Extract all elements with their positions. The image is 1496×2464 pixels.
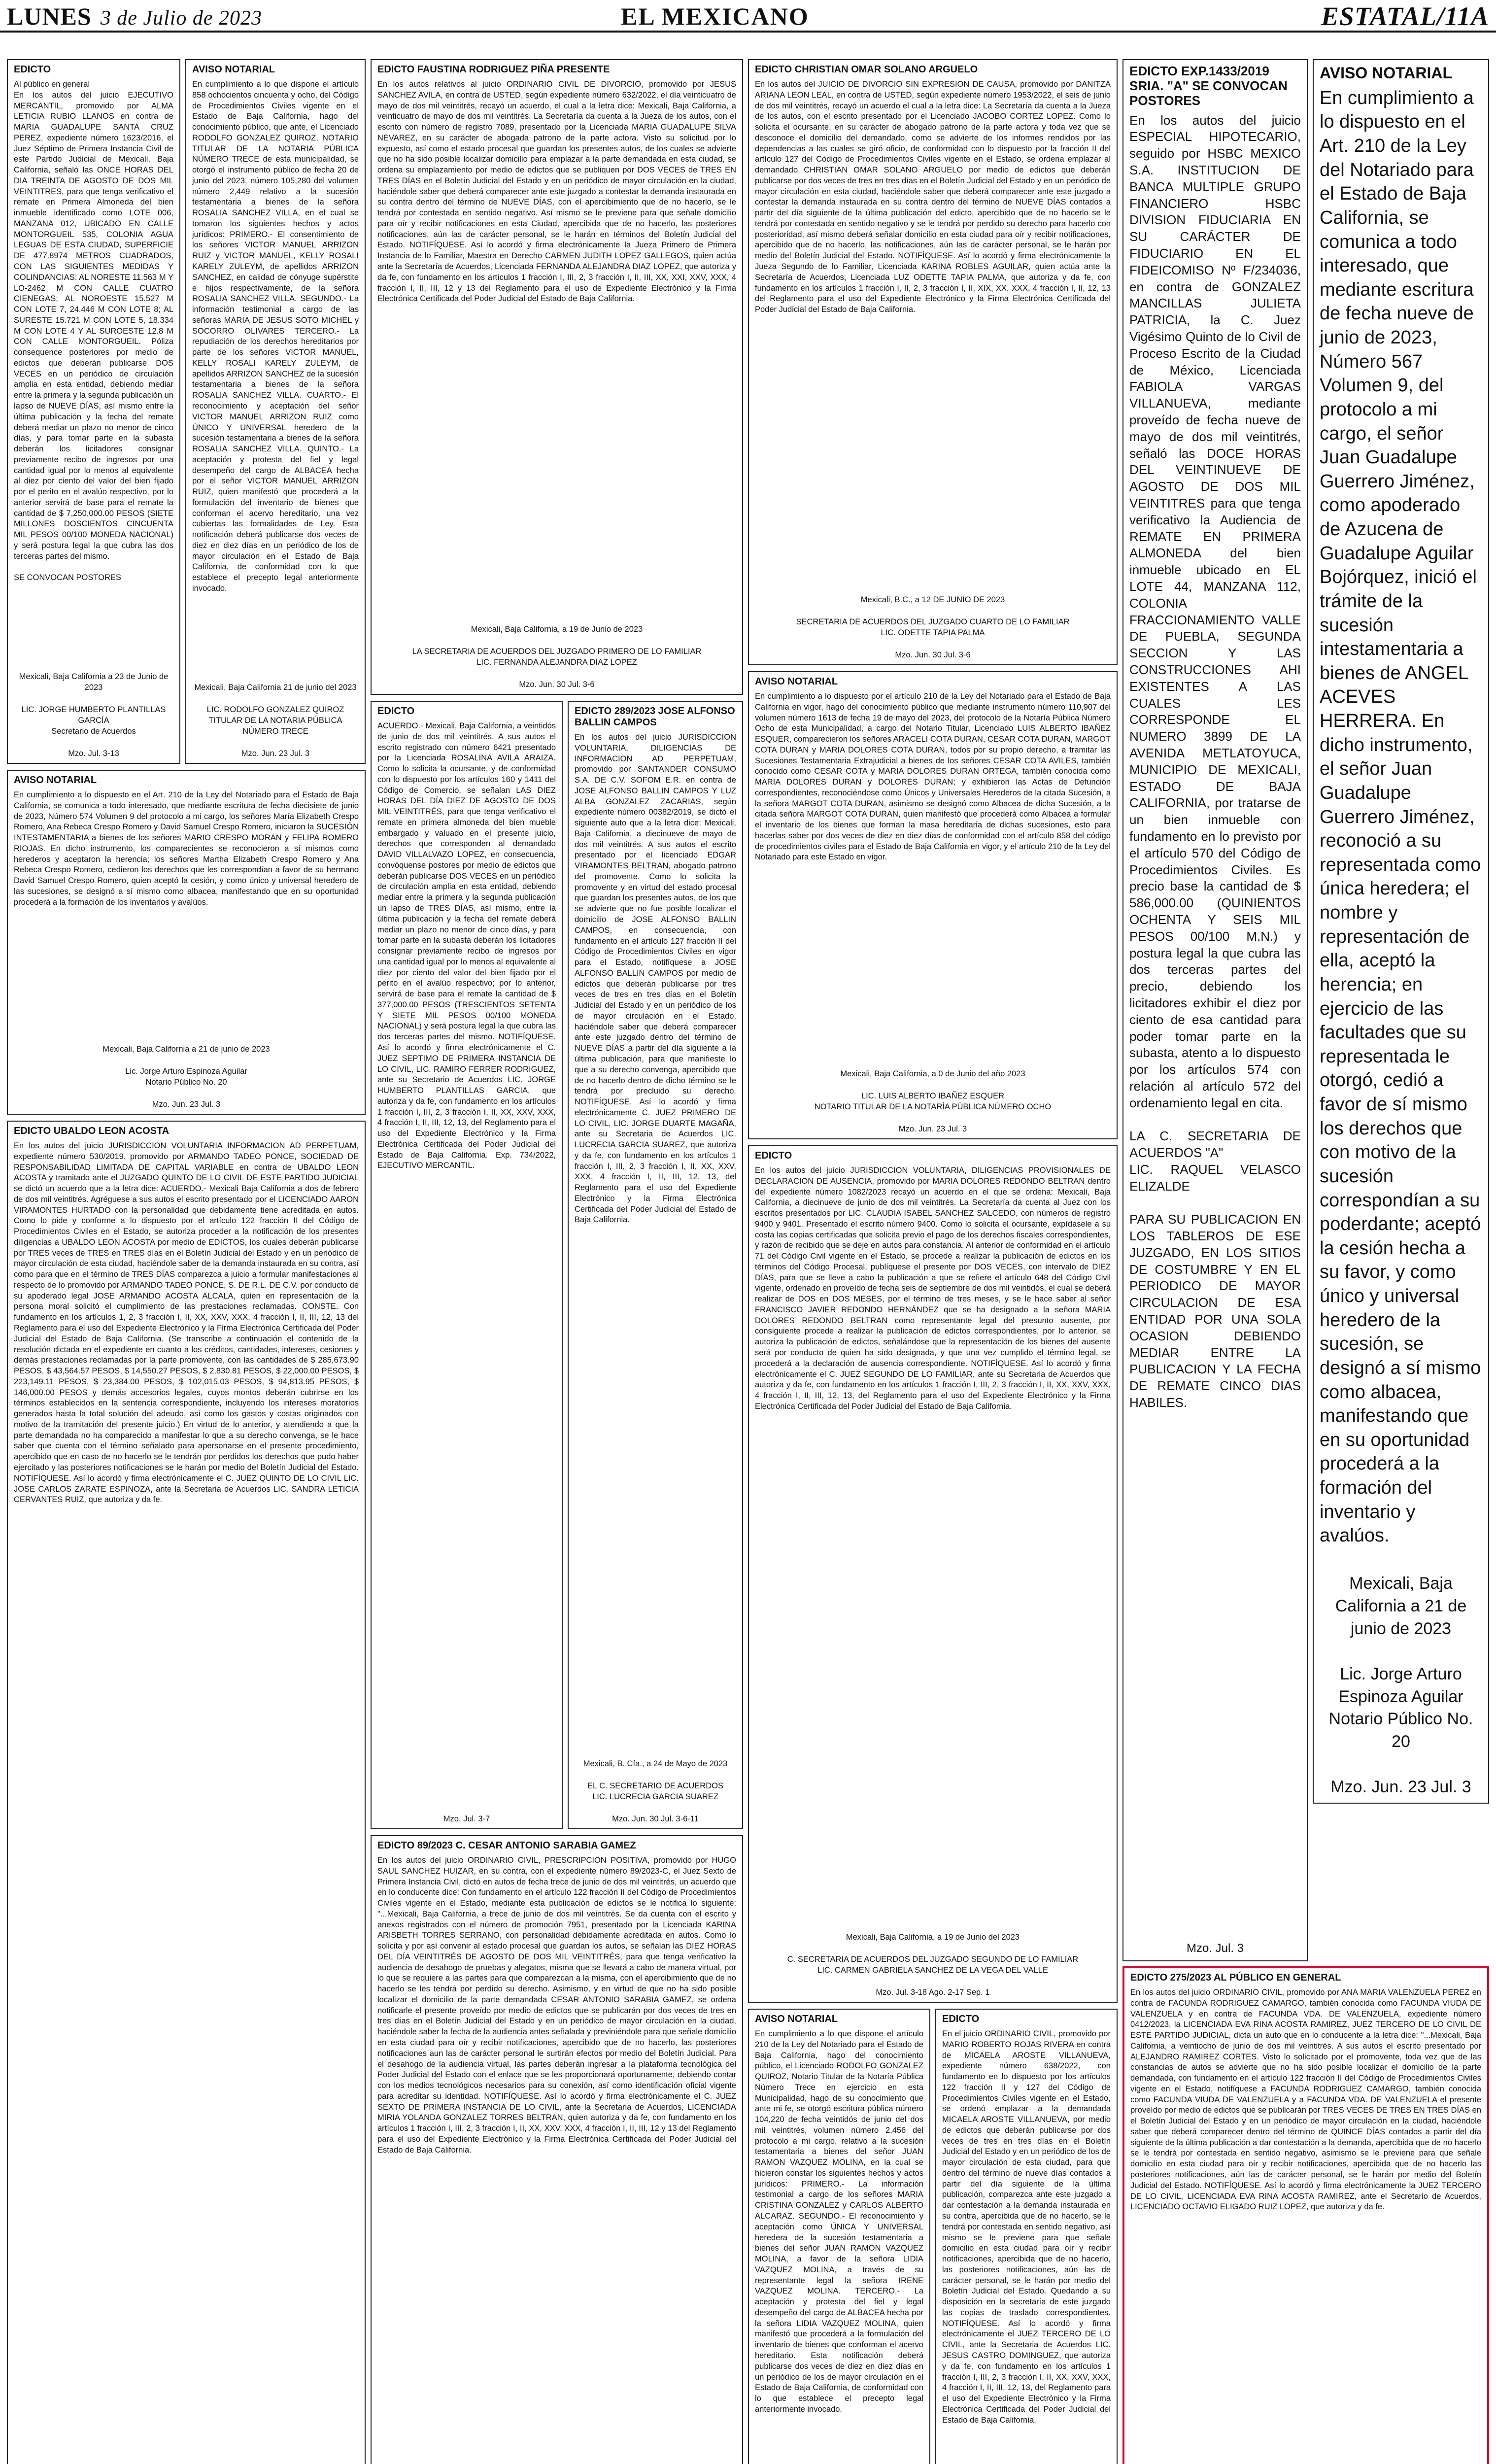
notice-signature: Mzo. Jul. 3 bbox=[1129, 1941, 1301, 1956]
notice-aviso-notarial-vazquez-molina bbox=[748, 2009, 930, 2464]
notice-edicto-declaracion-ausencia bbox=[748, 1145, 1118, 2003]
notice-signature: Mexicali, Baja California 21 de junio del 2023 LIC. RODOLFO GONZALEZ QUIROZ TITULAR DE LA NOTARIA PÚBLICA NÚMERO TRECE Mzo. Jun. 23 Jul. 3 bbox=[192, 682, 359, 759]
notice-body: En los autos del juicio JURISDICCION VOLUNTARIA, DILIGENCIAS PROVISIONALES DE DECLARACION DE AUSENCIA, promovido por MARIA DOLORES REDONDO BELTRAN dentro del expediente número 1082/2023 recayó un acuerdo en el que se ordena: Mexicali, Baja California, a diecinueve de junio de dos mil veintitrés. La Secretaría da cuenta al Juez con los escritos presentados por LIC. CLAUDIA ISABEL SANCHEZ SALCEDO, con números de registro 9400 y 9401. Presentado el escrito número 9400. Como lo solicita el ocursante, expídasele a su costa las copias certificadas que solicita previo el pago de los derechos fiscales correspondientes, y razón de recibido que se deje en autos para constancia. Al anterior de conformidad en el artículo 71 del Código Civil vigente en el Estado, se procede a realizar la publicación de edictos en los términos del Código Procesal, publíquese el presente por DOS VECES, con intervalo de DIEZ DÍAS, para que se lleve a cabo la publicación a que se refiere el artículo 648 del Código Civil vigente, ordenado en proveído de fecha seis de septiembre de dos mil veintidós, el cual se deberá realizar de DOS en DOS MESES, por el término de tres meses, y se le hace saber al señor FRANCISCO JAVIER REDONDO HERNÁNDEZ que se ha designado a la señora MARIA DOLORES REDONDO BELTRAN como representante legal del presunto ausente, por consiguiente procede a realizar la publicación de edictos correspondientes, por lo anterior, se autoriza la publicación de edictos, señalándose que la representación de los bienes del ausente será por conducto de quien ha sido designada, y que una vez cumplido el término legal, se procederá a la declaración de ausencia correspondiente. NOTIFÍQUESE. Así lo acordó y firma electrónicamente el C. JUEZ SEGUNDO DE LO FAMILIAR, ante su Secretaria de Acuerdos que autoriza y da fe, con fundamento en los artículos 1 fracción I, III, 2, 3 fracción I, II, XX, XXV, XXX, 4 fracción I, II, III, 12, 13, del Reglamento para el uso del Expediente Electrónico y la Firma Electrónica Certificada del Poder Judicial del Estado de Baja California. bbox=[755, 1166, 1111, 1411]
notice-body: En cumplimiento a lo que dispone el artículo 858 ochocientos cincuenta y ocho, del Código de Procedimientos Civiles vigente en el Estado de Baja California, hago del conocimiento público, que ante, el Licenciado RODOLFO GONZALEZ QUIROZ, NOTARIO TITULAR DE LA NOTARIA PÚBLICA NÚMERO TRECE de esta municipalidad, se otorgó el instrumento público de fecha 20 de junio del 2023, número 105,280 del volumen número 2,449 relativo a la sucesión testamentaria a bienes de la señora ROSALIA SANCHEZ VILLA, en el cual se tomaron los siguientes hechos y actos jurídicos: PRIMERO.- El consentimiento de los señores VICTOR MANUEL ARRIZON RUIZ y VICTOR MANUEL, KELLY ROSALI KARELY ZULEYM, de apellidos ARRIZON SANCHEZ, en calidad de cónyuge supérstite e hijos respectivamente, de la señora ROSALIA SANCHEZ VILLA. SEGUNDO.- La información testimonial a cargo de las señoras MARIA DE JESUS SOTO MICHEL y SOCORRO OLIVARES TERCERO.- La repudiación de los derechos hereditarios por parte de los señores VICTOR MANUEL, KELLY ROSALI KARELY ZULEYM, de apellidos ARRIZON SANCHEZ de la sucesión testamentaria a bienes de la señora ROSALIA SANCHEZ VILLA. CUARTO.- El reconocimiento y aceptación del señor VICTOR MANUEL ARRIZON RUIZ como ÚNICO Y UNIVERSAL heredero de la sucesión testamentaria a bienes de la señora ROSALIA SANCHEZ VILLA. QUINTO.- La aceptación y protesta del fiel y legal desempeño del cargo de ALBACEA hecha por el señor VICTOR MANUEL ARRIZON RUIZ, quien manifestó que procederá a la formulación del inventario de bienes que conforman el acervo hereditario, una vez cubiertas las formalidades de Ley. Esta notificación deberá publicarse dos veces de diez en diez días en un periódico de los de mayor circulación en el Estado de Baja California, de conformidad con lo que establece el precepto legal anteriormente invocado. bbox=[192, 80, 359, 593]
notice-edicto-ballin-campos bbox=[568, 701, 743, 1829]
notice-edicto-valenzuela-highlighted bbox=[1122, 1966, 1489, 2464]
notice-signature: Mexicali, B. Cfa., a 24 de Mayo de 2023 EL C. SECRETARIO DE ACUERDOS LIC. LUCRECIA GARCIA SUAREZ Mzo. Jun. 30 Jul. 3-6-11 bbox=[575, 1758, 736, 1824]
notice-heading: EDICTO FAUSTINA RODRIGUEZ PIÑA PRESENTE bbox=[377, 64, 610, 75]
notice-signature: Mexicali, Baja California, a 19 de Junio del 2023 C. SECRETARIA DE ACUERDOS DEL JUZGADO SEGUNDO DE LO FAMILIAR LIC. CARMEN GABRIELA SANCHEZ DE LA VEGA DEL VALLE Mzo. Jul. 3-18 Ago. 2-17 Sep. 1 bbox=[755, 1932, 1111, 1998]
notice-signature: Mexicali, B.C., a 12 DE JUNIO DE 2023 SECRETARIA DE ACUERDOS DEL JUZGADO CUARTO DE LO FAMILIAR LIC. ODETTE TAPIA PALMA Mzo. Jun. 30 Jul. 3-6 bbox=[755, 594, 1111, 660]
notice-heading: EDICTO bbox=[14, 64, 51, 75]
notice-edicto-villalvazo-remate bbox=[371, 701, 563, 1829]
notice-heading: AVISO NOTARIAL bbox=[755, 676, 838, 687]
masthead bbox=[0, 0, 1496, 33]
notice-body: En cumplimiento a lo dispuesto por el artículo 210 de la Ley del Notariado para el Estado de Baja California en vigor, hago del conocimiento público que mediante instrumento número 110,907 del volumen número 1613 de fecha 19 de mayo del 2023, del protocolo de la Notaría Pública Número Ocho de esta Municipalidad, a cargo del Notario Titular, Licenciado LUIS ALBERTO IBAÑEZ ESQUER, comparecieron los señores ARACELI COTA DURAN, CESAR COTA DURAN, MARGOT COTA DURAN y MARIA DOLORES COTA DURAN, todos por su propio derecho, a tramitar las Sucesiones Testamentaria Extrajudicial a bienes de los señores CESAR COTA AVILES, también conocido como CESAR COTA y MARIA DOLORES DURAN ORTEGA, también conocida como MARIA DOLORES DURAN y DOLORES DURAN; y exhibieron las Actas de Defunción correspondientes, reconociéndose como Únicos y Universales Herederos de la citada Sucesión, a la señora MARGOT COTA DURAN, asimismo se designó como Albacea de dicha Sucesión, a la citada señora MARGOT COTA DURAN, quien manifestó que procederá como Albacea a formular el inventario de los bienes que forman la masa hereditaria de dichas sucesiones, esto para hacerlas saber por dos veces de diez en diez días de conformidad con el artículo 858 del código de procedimientos civiles para el Estado de Baja California en vigor, y el artículo 210 de la Ley del Notariado para este Estado en vigor. bbox=[755, 692, 1111, 862]
masthead-day: LUNES bbox=[7, 2, 92, 30]
notice-body: En los autos del juicio JURISDICCION VOLUNTARIA, DILIGENCIAS DE INFORMACION AD PERPETUAM, promovido por SANTANDER CONSUMO S.A. DE C.V. SOFOM E.R. en contra de JOSE ALFONSO BALLIN CAMPOS Y LUZ ALBA GONZALEZ ZACARIAS, según expediente número 00382/2019, se dictó el siguiente auto que a la letra dice: Mexicali, Baja California, a diecinueve de mayo de dos mil veintitrés. A sus autos el escrito presentado por el licenciado EDGAR VIRAMONTES BELTRAN, abogado patrono del promovente. Como lo solicita la promovente y en virtud del estado procesal que guardan los presentes autos, de los que se advierte que no fue posible localizar el domicilio de JOSE ALFONSO BALLIN CAMPOS, en consecuencia, con fundamento en el artículo 127 fracción II del Código de Procedimientos Civiles en vigor para el Estado, notifíquese a JOSE ALFONSO BALLIN CAMPOS por medio de edictos que deberán publicarse por tres veces de tres en tres días en el Boletín Judicial del Estado y en un periódico de los de mayor circulación en el Estado, haciéndole saber que deberá comparecer ante este juzgado dentro del término de NUEVE DÍAS a partir del día siguiente a la última publicación, para que manifieste lo que a su derecho convenga, apercibido que de no hacerlo dentro de dicho término se le tendrá por precluido su derecho. NOTIFÍQUESE. Así lo acordó y firma electrónicamente C. JUEZ PRIMERO DE LO CIVIL, LIC. JORGE DUARTE MAGAÑA, ante su Secretaria de Acuerdos LIC. LUCRECIA GARCIA SUAREZ, que autoriza y da fe, con fundamento en los artículos 1 fracción I, III, 2, 3 fracción I, II, XX, XXV, XXX, 4 fracción I, II, III, 12, 13, del Reglamento para el uso del Expediente Electrónico y la Firma Electrónica Certificada del Poder Judicial del Estado de Baja California. bbox=[575, 733, 736, 1225]
notice-heading: EDICTO CHRISTIAN OMAR SOLANO ARGUELO bbox=[755, 64, 978, 75]
notice-aviso-notarial-crespo bbox=[7, 770, 366, 1115]
masthead-date: 3 de Julio de 2023 bbox=[100, 7, 262, 30]
notice-signature: Mzo. Jul. 3-7 bbox=[377, 1814, 556, 1824]
notice-signature: Mexicali, Baja California, a 19 de Junio de 2023 LA SECRETARIA DE ACUERDOS DEL JUZGADO PRIMERO DE LO FAMILIAR LIC. FERNANDA ALEJANDRA DIAZ LOPEZ Mzo. Jun. 30 Jul. 3-6 bbox=[377, 624, 736, 690]
notice-aviso-notarial-sanchez-villa bbox=[185, 59, 366, 764]
notice-signature: Mexicali, Baja California, a 0 de Junio del año 2023 LIC. LUIS ALBERTO IBAÑEZ ESQUER NOTARIO TITULAR DE LA NOTARÍA PÚBLICA NÚMERO OCHO Mzo. Jun. 23 Jul. 3 bbox=[755, 1068, 1111, 1134]
masthead-section-name: ESTATAL bbox=[1321, 1, 1437, 31]
notice-edicto-remate-rubio bbox=[7, 59, 180, 764]
notice-edicto-sarabia-gamez bbox=[371, 1835, 743, 2464]
notice-heading: AVISO NOTARIAL bbox=[1320, 64, 1453, 82]
notice-heading: EDICTO UBALDO LEON ACOSTA bbox=[14, 1126, 170, 1136]
notice-aviso-notarial-cota-duran bbox=[748, 671, 1118, 1139]
masthead-section: ESTATAL/11A bbox=[1321, 1, 1489, 31]
notice-edicto-rodriguez-pina bbox=[371, 59, 743, 695]
notice-body: En los autos del JUICIO DE DIVORCIO SIN EXPRESION DE CAUSA, promovido por DANITZA ARIANA LEON LEAL, en contra de USTED, según expediente número 1953/2022, el seis de junio de dos mil veintitrés, recayó un acuerdo el cual a la letra dice: La Secretaría da cuenta a la Jueza de los autos, con el escrito presentado por el Licenciado JACOBO CORTEZ LOPEZ. Como lo solicita el ocursante, en su carácter de abogado patrono de la parte actora y toda vez que se desconoce el domicilio del demandado, como se advierte de los informes rendidos por las dependencias a las cuales se giró oficio, de conformidad con lo dispuesto por la fracción II del artículo 127 del Código de Procedimientos Civiles vigente en el Estado, se ordena emplazar al demandado CHRISTIAN OMAR SOLANO ARGUELO por medio de edictos que deberán publicarse por dos veces de tres en tres días en el Boletín Judicial del Estado y en un periódico de mayor circulación en esta ciudad, haciéndole saber que deberá comparecer ante este juzgado a contestar la demanda instaurada en su contra dentro del término de NUEVE DÍAS contados a partir del día siguiente de la última publicación del edicto, apercibido que de no hacerlo se le tendrá por contestada en sentido negativo y se le tendrá por perdido su derecho para hacerlo con posterioridad, así mismo deberá señalar domicilio en esta ciudad para oír y recibir notificaciones, apercibido que de no hacerlo, las notificaciones, aún las de carácter personal, se le harán por medio del Boletín Judicial del Estado. NOTIFÍQUESE. Así lo acordó y firma electrónicamente la Jueza Segundo de lo Familiar, Licenciada KARINA ROBLES AGUILAR, quien actúa ante la Secretaría de Acuerdos, Licenciada LUZ ODETTE TAPIA PALMA, que autoriza y da fe, con fundamento en los artículos 1 fracción I, II, 2, 3 fracción I, II, XIX, XX, XXX, 4 fracción I, II, 12, 13 del Reglamento para el uso del Expediente Electrónico y la Firma Electrónica Certificada del Poder Judicial del Estado de Baja California. bbox=[755, 80, 1111, 314]
notice-body: En el juicio ORDINARIO CIVIL, promovido por MARIO ROBERTO ROJAS RIVERA en contra de MICAELA AROSTE VILLANUEVA, expediente número 638/2022, con fundamento en lo dispuesto por los artículos 122 fracción II y 127 del Código de Procedimientos Civiles vigente en el Estado, se ordenó emplazar a la demandada MICAELA AROSTE VILLANUEVA, por medio de edictos que deberán publicarse por dos veces de tres en tres días en el Boletín Judicial del Estado y en un periódico de los de mayor circulación de esta ciudad, para que dentro del término de nueve días contados a partir del día siguiente de la última publicación, comparezca ante este juzgado a dar contestación a la demanda instaurada en su contra, apercibida que de no hacerlo, se le tendrá por contestada en sentido negativo, así mismo se le previene para que señale domicilio en esta ciudad para oír y recibir notificaciones, apercibida que de no hacerlo, las posteriores notificaciones, aún las de carácter personal, se le harán por medio del Boletín Judicial del Estado. Quedando a su disposición en la secretaría de este juzgado las copias de traslado correspondientes. NOTIFÍQUESE. Así lo acordó y firma electrónicamente el JUEZ TERCERO DE LO CIVIL, ante la Secretaria de Acuerdos LIC. JESUS CASTRO DOMINGUEZ, que autoriza y da fe, con fundamento en los artículos 1 fracción I, III, 2, 3 fracción I, II, XX, XXV, XXX, 4 fracción I, II, III, 12, 13, del Reglamento para el uso del Expediente Electrónico y la Firma Electrónica Certificada del Poder Judicial del Estado de Baja California. bbox=[942, 2029, 1111, 2425]
notice-heading: AVISO NOTARIAL bbox=[14, 775, 97, 786]
notice-edicto-leon-acosta bbox=[7, 1121, 366, 2464]
notice-signature: Mexicali, Baja California a 23 de Junio de 2023 LIC. JORGE HUMBERTO PLANTILLAS GARCÍA Secretario de Acuerdos Mzo. Jul. 3-13 bbox=[14, 671, 173, 759]
notice-signature: Mexicali, Baja California a 21 de junio de 2023 Lic. Jorge Arturo Espinoza Aguilar Notario Público No. 20 Mzo. Jun. 23 Jul. 3 bbox=[1320, 1573, 1482, 1799]
notice-heading: AVISO NOTARIAL bbox=[755, 2014, 838, 2024]
masthead-paper-name: EL MEXICANO bbox=[621, 2, 809, 30]
notice-body: En cumplimiento a lo que dispone el artículo 210 de la Ley del Notariado para el Estado de Baja California, hago del conocimiento público, el Licenciado RODOLFO GONZALEZ QUIROZ, Notario Titular de la Notaría Pública Número Trece en ejercicio en esta Municipalidad, hago de su conocimiento que ante mi fe, se otorgó escritura pública número 104,220 de fecha veintidós de junio del dos mil veintitrés, volumen número 2,456 del protocolo a mi cargo, relativo a la sucesión testamentaria a bienes del señor JUAN RAMON VAZQUEZ MOLINA, en la cual se hicieron constar los siguientes hechos y actos jurídicos: PRIMERO.- La información testimonial a cargo de los señores MARIA CRISTINA GONZALEZ y CARLOS ALBERTO ALCARAZ. SEGUNDO.- El reconocimiento y aceptación como ÚNICA Y UNIVERSAL heredera de la sucesión testamentaria a bienes del señor JUAN RAMON VAZQUEZ MOLINA, a favor de la señora LIDIA VAZQUEZ MOLINA, a través de su representante legal la señora IRENE VAZQUEZ MOLINA. TERCERO.- La aceptación y protesta del fiel y legal desempeño del cargo de ALBACEA hecha por la señora LIDIA VAZQUEZ MOLINA, quien manifestó que procederá a la formulación del inventario de bienes que conforman el acervo hereditario. Esta notificación deberá publicarse dos veces de diez en diez días en un periódico de los de mayor circulación en el Estado de Baja California, de conformidad con lo que establece el precepto legal anteriormente invocado. bbox=[755, 2029, 923, 2414]
notice-body: En cumplimiento a lo dispuesto en el Art. 210 de la Ley del Notariado para el Estado de Baja California, se comunica a todo interesado, que mediante escritura de fecha diecisiete de junio de 2023, Número 574 Volumen 9 del protocolo a mi cargo, los señores María Elizabeth Crespo Romero, Ana Rebeca Crespo Romero y David Samuel Crespo Romero, iniciaron la SUCESIÓN INTESTAMENTARIA a bienes de los señores MARIO CRESPO MORAN y FELIPA ROMERO RIOJAS. En dicho instrumento, los comparecientes se reconocieron a sí mismos como herederos y aceptaron la herencia; los señores Martha Elizabeth Crespo Romero y Ana Rebeca Crespo Romero, cedieron los derechos que les correspondían a favor de su hermano David Samuel Crespo Romero, quien aceptó la cesión, y como único y universal heredero de las sucesiones, se designó a sí mismo como albacea, manifestando que en su oportunidad procederá a la formación de los inventarios y avalúos. bbox=[14, 790, 359, 907]
notice-edicto-solano-arguelo bbox=[748, 59, 1118, 665]
notice-signature: Mexicali, Baja California a 21 de junio de 2023 Lic. Jorge Arturo Espinoza Aguilar Notario Público No. 20 Mzo. Jun. 23 Jul. 3 bbox=[14, 1044, 359, 1110]
notice-aviso-notarial-aceves bbox=[1313, 59, 1489, 1804]
notice-body: En los autos del juicio JURISDICCION VOLUNTARIA INFORMACION AD PERPETUAM, expediente número 530/2019, promovido por ARMANDO TADEO PONCE, SOCIEDAD DE RESPONSABILIDAD LIMITADA DE CAPITAL VARIABLE en contra de UBALDO LEON ACOSTA y tramitado ante el JUZGADO QUINTO DE LO CIVIL DE ESTE PARTIDO JUDICIAL se dictó un acuerdo que a la letra dice: ACUERDO.- Mexicali Baja California a dos de febrero de dos mil veintitrés. Agréguese a sus autos el escrito presentado por el LICENCIADO AARON VIRAMONTES HURTADO con la personalidad que debidamente tiene acreditada en autos. Como lo pide y conforme a lo dispuesto por el artículo 122 fracción II del Código de Procedimientos Civiles en el Estado, se autoriza proceder a la notificación de los presentes diligencias a UBALDO LEON ACOSTA por medio de EDICTOS, los cuales deberán publicarse por TRES veces de TRES en TRES días en el Boletín Judicial del Estado y en un periódico de mayor circulación de esta ciudad, haciéndole saber de la demanda instaurada en su contra, así como para que en el término de TRES DÍAS comparezca a juicio a formular manifestaciones al respecto de lo promovido por ARMANDO TADEO PONCE, S. DE R.L. DE C.V. por conducto de su apoderado legal JOSE ARMANDO ACOSTA ALCALA, quien en representación de la persona moral solicitó el cumplimiento de las prestaciones reclamadas. CONSTE. Con fundamento en los artículos 1, 2, 3 fracción I, II, XX, XXV, XXX, 4 fracción I, II, III, 12, 13 del Reglamento para el uso del Expediente Electrónico y la Firma Electrónica Certificada del Poder Judicial del Estado de Baja California. (Se transcribe a continuación el contenido de la resolución dictada en el expediente en cuanto a los créditos, cantidades, intereses, cesiones y demás prestaciones reclamadas por la parte promovente, con las cantidades de $ 285,673.90 PESOS, $ 43,564.57 PESOS, $ 14,550.27 PESOS, $ 2,830.81 PESOS, $ 22,000.00 PESOS, $ 223,149.11 PESOS, $ 23,384.00 PESOS, $ 102,015.03 PESOS, $ 94,813.95 PESOS, $ 146,000.00 PESOS y demás accesorios legales, cuyos montos deberán cubrirse en los términos establecidos en la sentencia correspondiente, incluyendo los intereses moratorios generados hasta la total solución del adeudo, así como los gastos y costas originados con motivo de la tramitación del presente juicio.) En virtud de lo anterior, y atendiendo a que la parte demandada no ha comparecido a manifestar lo que a su derecho convenga, se le hace saber que cuenta con el término señalado para apersonarse en el presente procedimiento, apercibido que en caso de no hacerlo se le tendrán por perdidos los derechos que pudo haber ejercitado y las posteriores notificaciones se le harán por medio del Boletín Judicial del Estado. NOTIFÍQUESE. Así lo acordó y firma electrónicamente el C. JUEZ QUINTO DE LO CIVIL LIC. JOSE CARLOS ZARATE ESPINOZA, ante la Secretaria de Acuerdos LIC. SANDRA LETICIA CERVANTES RUIZ, que autoriza y da fe. bbox=[14, 1141, 359, 1505]
notice-body: En los autos del juicio ORDINARIO CIVIL, PRESCRIPCION POSITIVA, promovido por HUGO SAUL SANCHEZ HUIZAR, en su contra, con el expediente número 89/2023-C, el Juez Sexto de Primera Instancia Civil, dictó en autos de fecha trece de junio de dos mil veintitrés, un acuerdo que en lo conducente dice: Con fundamento en el artículo 122 fracción II del Código de Procedimientos Civiles vigente en el Estado, mediante esta publicación de edictos se le notifica lo siguiente: "...Mexicali, Baja California, a trece de junio de dos mil veintitrés. Se da cuenta con el escrito y anexos registrados con el número de promoción 7951, presentado por la Licenciada KARINA ARISBETH TORRES SERRANO, con personalidad debidamente acreditada en autos. Como lo solicita y por así convenir al estado procesal que guardan los autos, se señalan las DIEZ HORAS DEL DÍA VEINTITRÉS DE AGOSTO DE DOS MIL VEINTITRÉS, para que tenga verificativo la audiencia de desahogo de pruebas y alegatos, misma que se llevará a cabo de manera virtual, por lo que se requiere a las partes para que comparezcan a la misma, con el apercibimiento que de no hacerlo se les tendrá por perdido su derecho. Asimismo, y en virtud de que no ha sido posible localizar el domicilio de la parte demandada CESAR ANTONIO SARABIA GAMEZ, se ordena notificarle el presente proveído por medio de edictos que se publicarán por dos veces de tres en tres días en el Boletín Judicial del Estado y en un periódico de mayor circulación en la ciudad, haciéndole saber la fecha de la audiencia antes señalada y previniéndole para que señale domicilio en esta ciudad para oír y recibir notificaciones, apercibido que de no hacerlo, las posteriores notificaciones aun las de carácter personal le surtirán efectos por medio del Boletín Judicial. Para el desahogo de la audiencia virtual, las partes deberán ingresar a la plataforma tecnológica del Poder Judicial del Estado con el enlace que se les proporcionará oportunamente, debiendo contar con los medios tecnológicos necesarios para su conexión, así como identificación oficial vigente para acreditar su identidad. NOTIFÍQUESE. Así lo acordó y firma electrónicamente el C. JUEZ SEXTO DE PRIMERA INSTANCIA DE LO CIVIL, ante la Secretaria de Acuerdos, LICENCIADA MIRIA YOLANDA GONZALEZ TORRES BELTRAN, quien autoriza y da fe, con fundamento en los artículos 1 fracción I, III, 2, 3 fracción I, II, XX, XXV, XXX, 4 fracción I, II, III, 12 y 13 del Reglamento para el uso del Expediente Electrónico y la Firma Electrónica Certificada del Poder Judicial del Estado de Baja California. bbox=[377, 1856, 736, 2155]
notice-body: ACUERDO.- Mexicali, Baja California, a veintidós de junio de dos mil veintitrés. A sus autos el escrito registrado con número 6421 presentado por la Licenciada ROSALINA AVILA ARAIZA. Como lo solicita la ocursante, y de conformidad con lo dispuesto por los artículos 160 y 1411 del Código de Comercio, se señalan LAS DIEZ HORAS DEL DÍA DIEZ DE AGOSTO DE DOS MIL VEINTITRÉS, para que tenga verificativo el remate en primera almoneda del bien mueble embargado y valuado en el presente juicio, derechos que corresponden al demandado DAVID VILLALVAZO LOPEZ, en consecuencia, convóquense postores por medio de edictos que deberán publicarse DOS VECES en un periódico de circulación amplia en esta entidad, debiendo mediar entre la primera y la segunda publicación un lapso de TRES DÍAS, así mismo, entre la última publicación y la fecha del remate deberá mediar un plazo no menor de cinco días, y para tomar parte en la subasta deberán los licitadores consignar previamente recibo de ingresos por una cantidad igual por lo menos al equivalente al diez por ciento del valor del bien fijado por el perito en el avalúo respectivo; por lo anterior, servirá de base para el remate la cantidad de $ 377,000.00 PESOS (TRESCIENTOS SETENTA Y SIETE MIL PESOS 00/100 MONEDA NACIONAL) y será postura legal la que cubra las dos terceras partes del mismo. NOTIFÍQUESE. Así lo acordó y firma electrónicamente el C. JUEZ SEPTIMO DE PRIMERA INSTANCIA DE LO CIVIL, LIC. RAMIRO FERRER RODRIGUEZ, ante su Secretario de Acuerdos LIC. JORGE HUMBERTO PLANTILLAS GARCIA, que autoriza y da fe, con fundamento en los artículos 1 fracción I, III, 2, 3 fracción I, II, XX, XXV, XXX, 4 fracción I, II, III, 12, 13, del Reglamento para el uso del Expediente Electrónico y la Firma Electrónica Certificada del Poder Judicial del Estado de Baja California. Exp. 734/2022, EJECUTIVO MERCANTIL. bbox=[377, 721, 556, 1170]
notice-heading: AVISO NOTARIAL bbox=[192, 64, 275, 75]
masthead-page-number: 11A bbox=[1444, 1, 1489, 31]
notice-body: En los autos relativos al juicio ORDINARIO CIVIL DE DIVORCIO, promovido por JESUS SANCHEZ AVILA, en contra de USTED, según expediente número 632/2022, el día veinticuatro de mayo de dos mil veintitrés, recayó un acuerdo, el cual a la letra dice: Mexicali, Baja California, a veinticuatro de mayo de dos mil veintitrés. La Secretaría da cuenta a la Jueza de los autos, con el escrito con número de registro 7089, presentado por la Licenciada MARIA GUADALUPE SILVA NEVAREZ, en su carácter de abogada patrono de la parte actora. Visto su solicitud por lo expuesto, así como el estado procesal que guardan los presentes autos, de los cuales se advierte que no ha sido posible localizar domicilio para emplazar a la parte demandada en esta ciudad, se ordena su emplazamiento por medio de edictos que se publiquen por DOS VECES de TRES EN TRES DÍAS en el Boletín Judicial del Estado y en un periódico de mayor circulación en la ciudad, haciéndole saber que deberá comparecer ante este juzgado a contestar la demanda instaurada en su contra dentro del término de NUEVE DÍAS, con el apercibimiento que de no hacerlo, se le tendrá por contestada en sentido negativo. Así mismo se le previene para que señale domicilio para oír y recibir notificaciones en esta Ciudad, apercibida que de no hacerlo, las posteriores notificaciones, aún las de carácter personal, se le harán en términos del Boletín Judicial del Estado. NOTIFÍQUESE. Así lo acordó y firma electrónicamente la Jueza Primero de Primera Instancia de lo Familiar, Maestra en Derecho CARMEN JUDITH LOPEZ GALLEGOS, quien actúa ante la Secretaría de Acuerdos, Licenciada FERNANDA ALEJANDRA DIAZ LOPEZ, que autoriza y da fe, con fundamento en los artículos 1 fracción I, III, 2, 3 fracción I, II, III, XX, XXI, XXV, XXX, 4 fracción I, II, III, 12 y 13 del Reglamento para el uso de Expediente Electrónico y la Firma Electrónica Certificada del Poder Judicial del Estado de Baja California. bbox=[377, 80, 736, 304]
notice-heading: EDICTO bbox=[942, 2014, 980, 2024]
notice-edicto-aroste-villanueva bbox=[935, 2009, 1118, 2464]
notice-heading: EDICTO EXP.1433/2019 SRIA. "A" SE CONVOCAN POSTORES bbox=[1129, 64, 1288, 108]
notice-body: En cumplimiento a lo dispuesto en el Art. 210 de la Ley del Notariado para el Estado de Baja California, se comunica a todo interesado, que mediante escritura de fecha nueve de junio de 2023, Número 567 Volumen 9, del protocolo a mi cargo, el señor Juan Guadalupe Guerrero Jiménez, como apoderado de Azucena de Guadalupe Aguilar Bojórquez, inició el trámite de la sucesión intestamentaria a bienes de ANGEL ACEVES HERRERA. En dicho instrumento, el señor Juan Guadalupe Guerrero Jiménez, reconoció a su representada como única heredera; el nombre y representación de ella, aceptó la herencia; en ejercicio de las facultades que su representada le otorgó, cedió a favor de sí mismo los derechos que con motivo de la sucesión correspondían a su poderdante; aceptó la cesión hecha a su favor, y como único y universal heredero de la sucesión, se designó a sí mismo como albacea, manifestando que en su oportunidad procederá a la formación del inventario y avalúos. bbox=[1320, 87, 1481, 1546]
notice-heading: EDICTO 89/2023 C. CESAR ANTONIO SARABIA GAMEZ bbox=[377, 1840, 636, 1851]
notice-heading: EDICTO bbox=[377, 706, 415, 717]
notice-body: En los autos del juicio ORDINARIO CIVIL, promovido por ANA MARIA VALENZUELA PEREZ en contra de FACUNDA RODRIGUEZ CAMARGO, también conocida como FACUNDA VIUDA DE VALENZUELA y en contra de FACUNDA VDA. DE VALENZUELA, expediente número 0412/2023, la LICENCIADA EVA RINA ACOSTA RAMIREZ, JUEZ TERCERO DE LO CIVIL DE ESTE PARTIDO JUDICIAL, dicta un auto que en lo conducente a la letra dice: "...Mexicali, Baja California, a veintiocho de junio de dos mil veintitrés. A sus autos el escrito presentado por ALEJANDRO RAMIREZ CORTES. Visto lo solicitado por el promovente, toda vez que de las constancias de autos se advierte que no ha sido posible localizar el domicilio de la parte demandada, con fundamento en el artículo 122 fracción II del Código de Procedimientos Civiles vigente en el Estado, notifíquese a FACUNDA RODRIGUEZ CAMARGO, también conocida como FACUNDA VIUDA DE VALENZUELA y a FACUNDA VDA. DE VALENZUELA el presente proveído por medio de edictos que se publicarán por TRES VECES DE TRES EN TRES DÍAS en el Boletín Judicial del Estado y en un periódico de mayor circulación en la ciudad, haciéndole saber que deberá comparecer dentro del término de QUINCE DÍAS contados a partir del día siguiente de la última publicación a dar contestación a la demanda, apercibida que de no hacerlo se le tendrá por contestada en sentido negativo, asimismo se le previene para que señale domicilio en esta ciudad para oír y recibir notificaciones, apercibida que de no hacerlo las posteriores notificaciones, aún las de carácter personal, se le harán por medio del Boletín Judicial del Estado. NOTIFÍQUESE. Así lo acordó y firma electrónicamente la JUEZ TERCERO DE LO CIVIL, LICENCIADA EVA RINA ACOSTA RAMIREZ, ante el Secretario de Acuerdos, LICENCIADO OCTAVIO ELIGADO RUIZ LOPEZ, que autoriza y da fe. bbox=[1130, 1988, 1481, 2212]
notice-edicto-hsbc-remate bbox=[1122, 59, 1308, 1961]
notice-heading: EDICTO bbox=[755, 1150, 792, 1161]
masthead-dateline bbox=[7, 2, 262, 31]
notice-heading: EDICTO 275/2023 AL PÚBLICO EN GENERAL bbox=[1130, 1972, 1341, 1983]
notice-body: En los autos del juicio ESPECIAL HIPOTECARIO, seguido por HSBC MEXICO S.A. INSTITUCION DE BANCA MULTIPLE GRUPO FINANCIERO HSBC DIVISION FIDUCIARIA EN SU CARÁCTER DE FIDUCIARIO EN EL FIDEICOMISO Nº F/234036, en contra de GONZALEZ MANCILLAS JULIETA PATRICIA, la C. Juez Vigésimo Quinto de lo Civil de Proceso Escrito de la Ciudad de México, Licenciada FABIOLA VARGAS VILLANUEVA, mediante proveído de fecha nueve de mayo de dos mil veintitrés, señaló las DOCE HORAS DEL VEINTINUEVE DE AGOSTO DE DOS MIL VEINTITRES para que tenga verificativo la Audiencia de REMATE EN PRIMERA ALMONEDA del bien inmueble ubicado en EL LOTE 44, MANZANA 112, COLONIA FRACCIONAMIENTO VALLE DE PUEBLA, SEGUNDA SECCION Y LAS CONSTRUCCIONES AHI EXISTENTES A LAS CUALES LES CORRESPONDE EL NUMERO 3899 DE LA AVENIDA METLATOYUCA, MUNICIPIO DE MEXICALI, ESTADO DE BAJA CALIFORNIA, por tratarse de un bien inmueble con fundamento en lo previsto por el artículo 570 del Código de Procedimientos Civiles. Es precio base la cantidad de $ 586,000.00 (QUINIENTOS OCHENTA Y SEIS MIL PESOS 00/100 M.N.) y postura legal la que cubra las dos terceras partes del precio, debiendo los licitadores exhibir el diez por ciento de esa cantidad para poder tomar parte en la subasta, atento a lo dispuesto por los artículos 574 con relación al artículo 572 del ordenamiento legal en cita. LA C. SECRETARIA DE ACUERDOS "A" LIC. RAQUEL VELASCO ELIZALDE PARA SU PUBLICACION EN LOS TABLEROS DE ESE JUZGADO, EN LOS SITIOS DE COSTUMBRE Y EN EL PERIODICO DE MAYOR CIRCULACION DE ESA ENTIDAD POR UNA SOLA OCASION DEBIENDO MEDIAR ENTRE LA PUBLICACION Y LA FECHA DE REMATE CINCO DIAS HABILES. bbox=[1129, 112, 1301, 1410]
notice-heading: EDICTO 289/2023 JOSE ALFONSO BALLIN CAMPOS bbox=[575, 706, 735, 728]
notice-body: Al público en general En los autos del juicio EJECUTIVO MERCANTIL, promovido por ALMA LETICIA RUBIO LLANOS en contra de MARIA GUADALUPE SANTA CRUZ PEREZ, expediente número 1623/2016, el Juez Séptimo de Primera Instancia Civil de este Partido Judicial de Mexicali, Baja California, señaló las ONCE HORAS DEL DIA TREINTA DE AGOSTO DE DOS MIL VEINTITRES, para que tenga verificativo el remate en Primera Almoneda del bien inmueble identificado como LOTE 006, MANZANA 012, UBICADO EN CALLE MONTORGUEIL 535, COLONIA AGUA LEGUAS DE ESTA CIUDAD, SUPERFICIE DE 477.8974 METROS CUADRADOS, CON LAS SIGUIENTES MEDIDAS Y COLINDANCIAS: AL NORESTE 11.563 M Y LO-2462 M CON CALLE CUATRO CIENEGAS; AL NOROESTE 15.527 M CON LOTE 7, 24.446 M CON LOTE 8; AL SURESTE 15.721 M CON LOTE 5, 18.334 M CON LOTE 4 Y AL SUROESTE 12.8 M CON CALLE MONTORGUEIL. Póliza consequence posteriores por medio de edictos que deberán publicarse DOS VECES en un periódico de circulación amplia en esta entidad, debiendo mediar entre la primera y la segunda publicación un lapso de NUEVE DÍAS, así mismo entre la última publicación y la fecha del remate deberá mediar un plazo no menor de cinco días, y para tomar parte en la subasta deberán los licitadores consignar previamente recibo de ingresos por una cantidad igual por lo menos al equivalente al diez por ciento del valor del bien fijado por el perito en el avalúo respectivo, por lo anterior servirá de base para el remate la cantidad de $ 7,250,000.00 PESOS (SIETE MILLONES DOSCIENTOS CINCUENTA MIL PESOS 00/100 MONEDA NACIONAL) y será postura legal la que cubra las dos terceras partes del mismo. SE CONVOCAN POSTORES bbox=[14, 80, 173, 582]
